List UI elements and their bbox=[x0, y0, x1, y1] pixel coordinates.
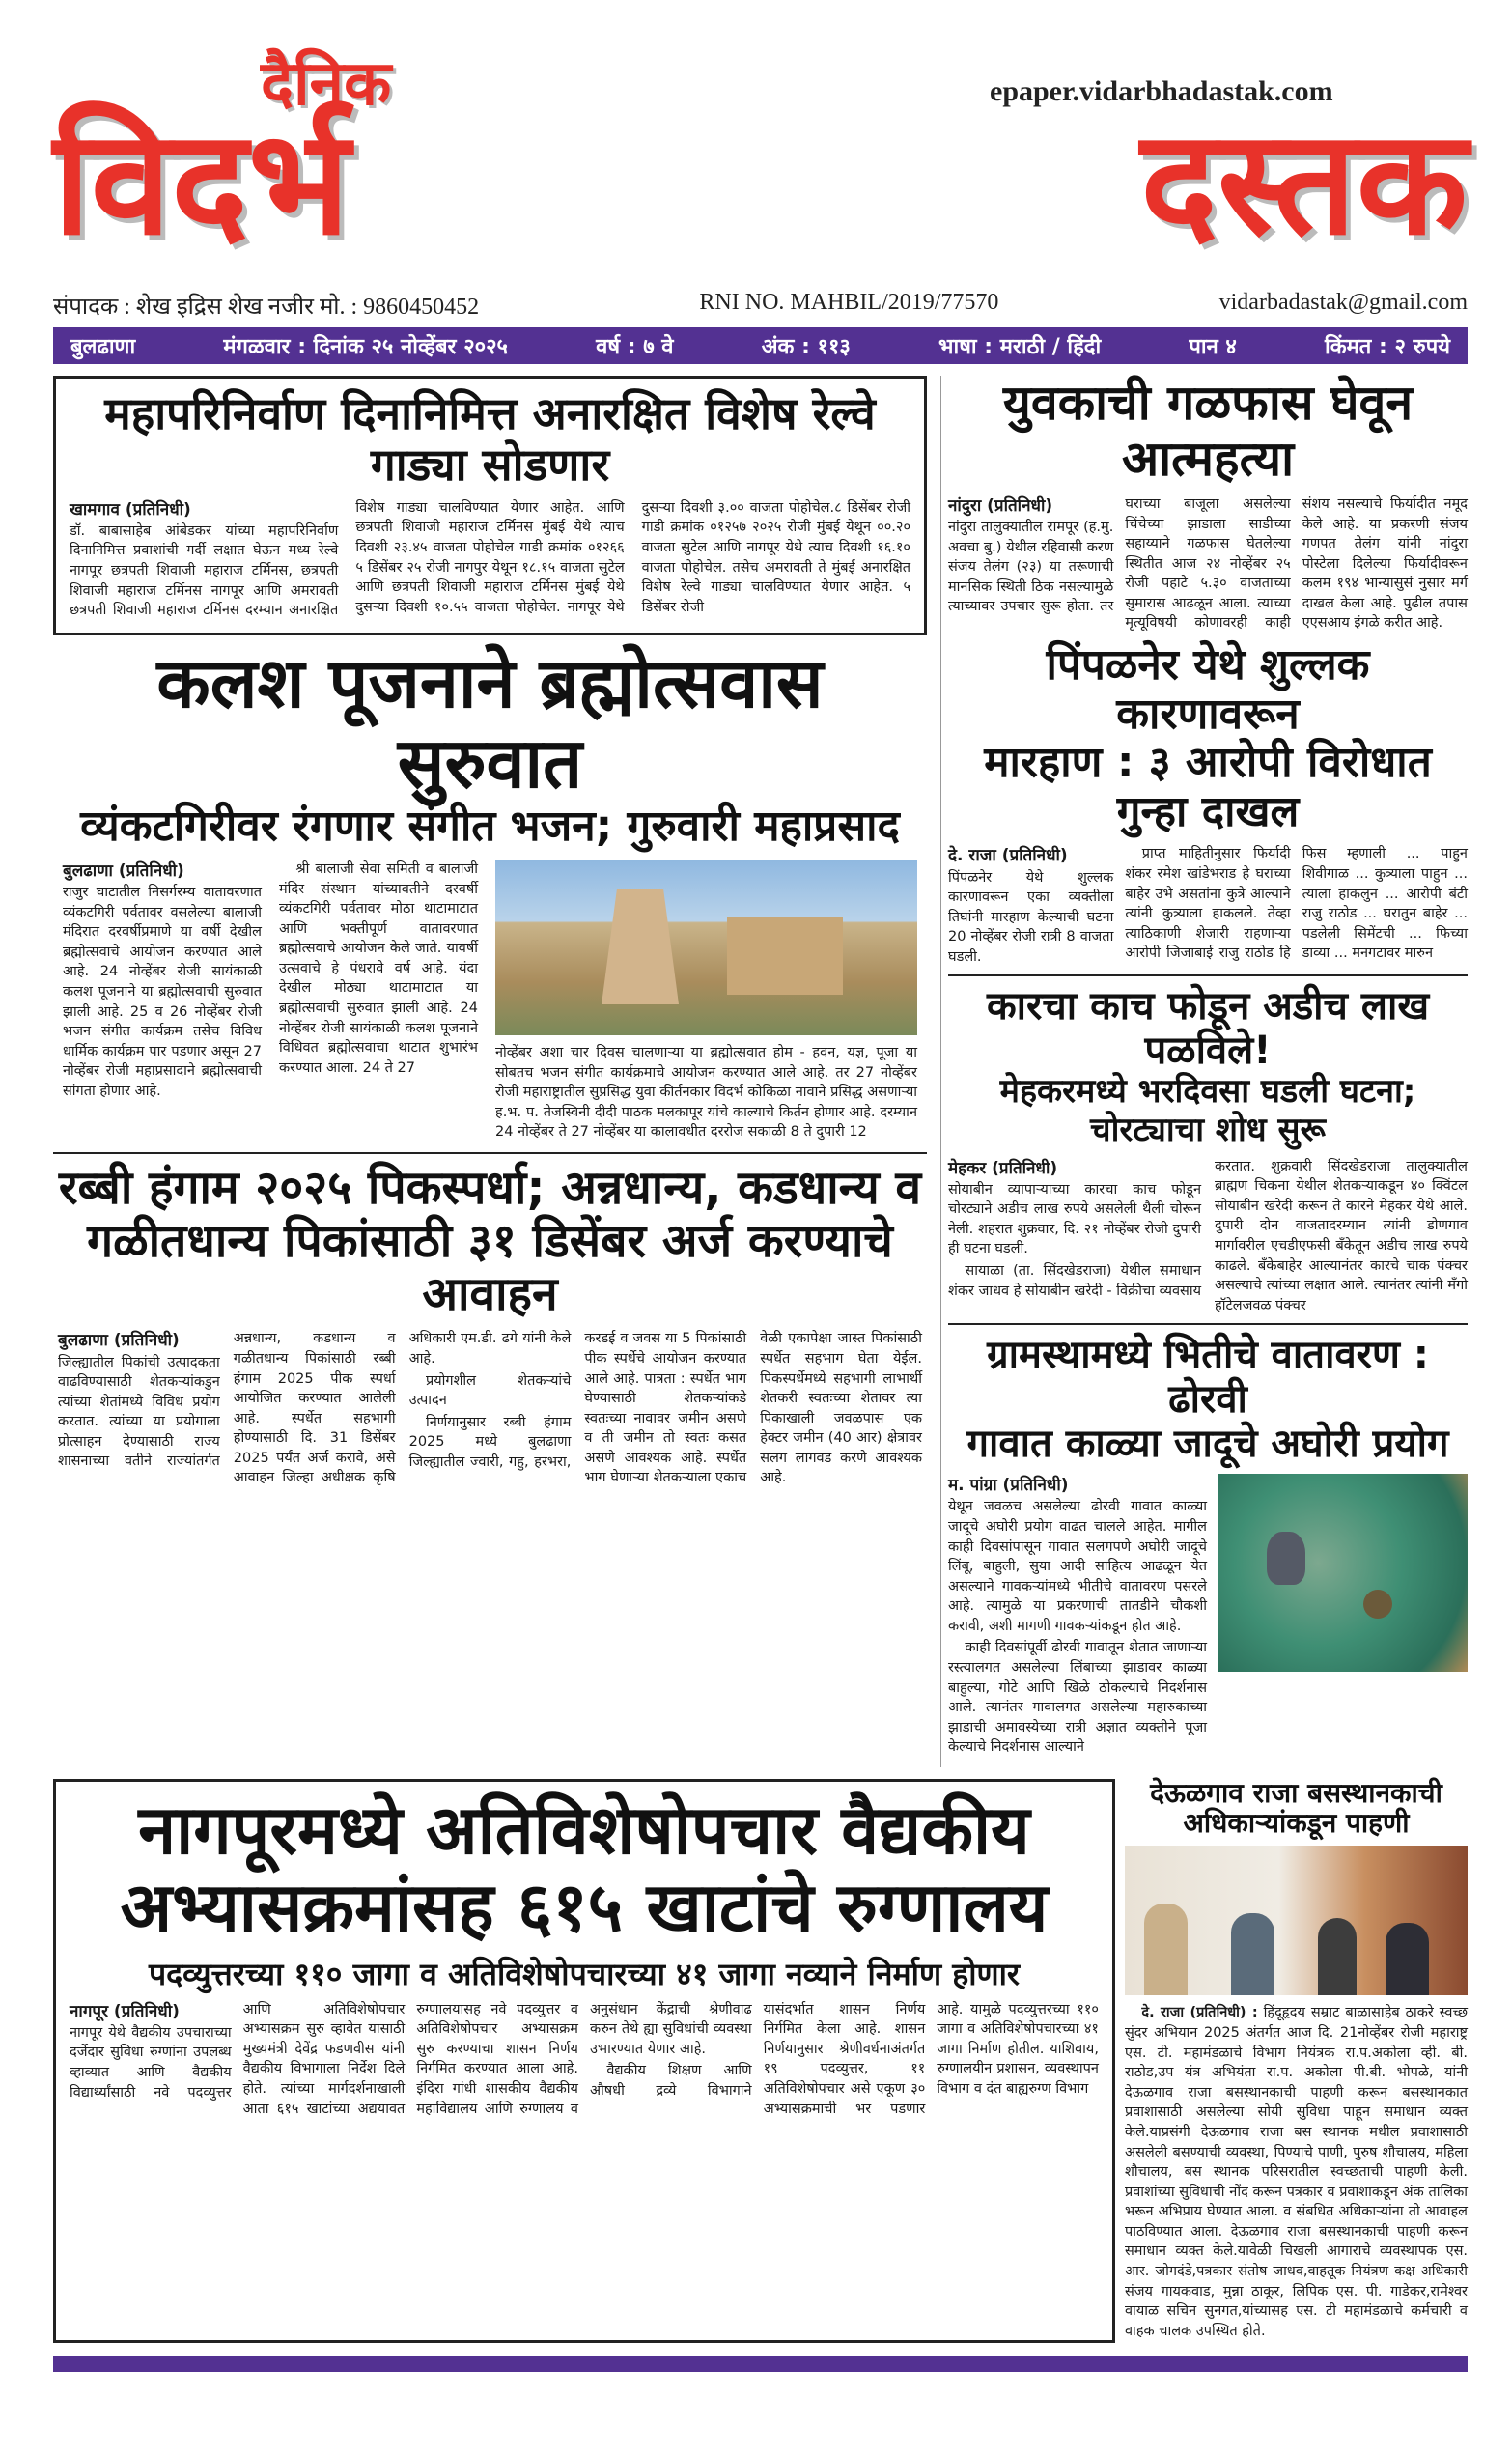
article-rabbi bbox=[53, 1162, 927, 1488]
subheadline: मेहकरमध्ये भरदिवसा घडली घटना; चोरट्याचा शोध सुरू bbox=[999, 1072, 1416, 1149]
dateline: मेहकर (प्रतिनिधी) bbox=[948, 1158, 1058, 1178]
price: किंमत : २ रुपये bbox=[1325, 335, 1450, 359]
masthead bbox=[53, 0, 1468, 290]
article-busstand bbox=[1125, 1776, 1468, 2343]
website-url[interactable]: epaper.vidarbhadastak.com bbox=[990, 75, 1333, 107]
headline-line1: रब्बी हंगाम २०२५ पिकस्पर्धा; अन्नधान्य, कडधान्य व bbox=[58, 1160, 922, 1215]
dateline: म. पांग्रा (प्रतिनिधी) bbox=[948, 1476, 1069, 1496]
dateline: नांदुरा (प्रतिनिधी) bbox=[948, 496, 1053, 516]
article-hospital bbox=[53, 1779, 1115, 2343]
headline-line2: गळीतधान्य पिकांसाठी ३१ डिसेंबर अर्ज करण्याचे आवाहन bbox=[87, 1214, 893, 1322]
article-brahmotsav bbox=[53, 643, 927, 1144]
dateline: खामगाव (प्रतिनिधी) bbox=[70, 499, 191, 520]
page-number: पान ४ bbox=[1189, 335, 1237, 359]
article-blackmagic-body: म. पांग्रा (प्रतिनिधी) येथून जवळच असलेल्या ढोरवी गावात काळ्या जादूचे अघोरी प्रयोग वाढत चालले आहेत. मागील काही दिवसांपासून गावात सलगपणे अघोरी जादूचे लिंबू, बाहुली, सुया आदी साहित्य आढळून येत असल्याने गावकऱ्यांमध्ये भीतीचे वातावरण पसरले आहे. त्यामुळे या प्रकरणाची तातडीने चौकशी करावी, अशी मागणी गावकऱ्यांकडून होत आहे. काही दिवसांपूर्वी ढोरवी गावातून शेतात जाणाऱ्या रस्त्यालगत असलेल्या लिंबाच्या झाडावर काळ्या बाहुल्या, गोटे आणि खिळे ठोकल्याचे निदर्शनास आले. त्यानंतर गावालगत असलेल्या महारुकाच्या झाडाची अमावस्येच्या रात्री अज्ञात व्यक्तीने पूजा केल्याचे निदर्शनास आल्याने bbox=[948, 1476, 1207, 1756]
issue: अंक : ११३ bbox=[761, 335, 851, 359]
email[interactable]: vidarbadastak@gmail.com bbox=[1218, 290, 1468, 315]
article-body: डॉ. बाबासाहेब आंबेडकर यांच्या महापरिनिर्वाण दिनानिमित्त प्रवाशांची गर्दी लक्षात घेऊन मध्य रेल्वे नागपूर छत्रपती शिवाजी महाराज टर्मिनस, छत्रपती शिवाजी महाराज टर्मिनस नागपूर आणि अमरावती छत्रपती शिवाजी महाराज टर्मिनस दरम्यान अनारक्षित विशेष गाड्या चालविण्यात येणार आहेत. आणि छत्रपती शिवाजी महाराज टर्मिनस मुंबई येथे त्याच दिवशी २३.४५ वाजता पोहोचेल गाडी क्रमांक ०१२६६ ५ डिसेंबर २५ रोजी नागपुर येथून १८.१५ वाजता सुटेल आणि छत्रपती शिवाजी महाराज टर्मिनस मुंबई येथे दुसऱ्या दिवशी १०.५५ वाजता पोहोचेल. नागपूर येथे दुसऱ्या दिवशी ३.०० वाजता पोहोचेल.८ डिसेंबर रोजी गाडी क्रमांक ०१२५७ २०२५ रोजी मुंबई येथून ००.२० वाजता सुटेल आणि नागपूर येथे त्याच दिवशी १६.१० वाजता पोहोचेल. तसेच अमरावती ते मुंबई अनारक्षित विशेष रेल्वे गाड्या चालविण्यात येणार आहेत. ५ डिसेंबर रोजी bbox=[70, 499, 910, 619]
year: वर्ष : ७ वे bbox=[596, 335, 674, 359]
article-body-col1: बुलढाणा (प्रतिनिधी) राजुर घाटातील निसर्गरम्य वातावरणात व्यंकटगिरी पर्वतावर वसलेल्या बालाजी मंदिरात दरवर्षीप्रमाणे या वर्षी देखील ब्रह्मोत्सवाचे आयोजन करण्यात आले आहे. 24 नोव्हेंबर रोजी सायंकाळी कलश पूजनाने या ब्रह्मोत्सवाची सुरुवात झाली आहे. 25 व 26 नोव्हेंबर रोजी भजन संगीत कार्यक्रम तसेच विविध धार्मिक कार्यक्रम पार पडणार असून 27 नोव्हेंबर रोजी महाप्रसादाने ब्रह्मोत्सवाची सांगता होणार आहे. श्री बालाजी सेवा समिती व बालाजी मंदिर संस्थान यांच्यावतीने दरवर्षी व्यंकटगिरी पर्वतावर मोठा थाटामाटात आणि भक्तीपूर्ण वातावरणात ब्रह्मोत्सवाचे आयोजन केले जाते. यावर्षी उत्सवाचे हे पंधरावे वर्ष आहे. यंदा देखील मोठ्या थाटामाटात या ब्रह्मोत्सवाची सुरुवात झाली आहे. 24 नोव्हेंबर रोजी सायंकाळी कलश पूजनाने विधिवत ब्रह्मोत्सवाचा थाटात शुभारंभ करण्यात आला. 24 ते 27 bbox=[63, 860, 478, 1099]
city: बुलढाणा bbox=[70, 335, 136, 359]
headline-line2: गावात काळ्या जादूचे अघोरी प्रयोग bbox=[966, 1422, 1449, 1467]
article-suicide bbox=[948, 376, 1468, 634]
headline: कलश पूजनाने ब्रह्मोत्सवास सुरुवात bbox=[156, 641, 824, 804]
article-theft bbox=[948, 984, 1468, 1315]
article-body: बुलढाणा (प्रतिनिधी) जिल्ह्यातील पिकांची उत्पादकता वाढविण्यासाठी शेतकऱ्यांकडुन त्यांच्या शेतांमध्ये विविध प्रयोग करतात. त्यांच्या या प्रयोगाला प्रोत्साहन देण्यासाठी राज्य शासनाच्या वतीने राज्यांतर्गत अन्नधान्य, कडधान्य व गळीतधान्य पिकांसाठी रब्बी हंगाम 2025 पीक स्पर्धा आयोजित करण्यात आलेली आहे. स्पर्धेत सहभागी होण्यासाठी दि. 31 डिसेंबर 2025 पर्यंत अर्ज करावे, असे आवाहन जिल्हा अधीक्षक कृषि अधिकारी एम.डी. ढगे यांनी केले आहे. प्रयोगशील शेतकऱ्यांचे उत्पादन निर्णयानुसार रब्बी हंगाम 2025 मध्ये बुलढाणा जिल्ह्यातील ज्वारी, गहु, हरभरा, करडई व जवस या 5 पिकांसाठी पीक स्पर्धेचे आयोजन करण्यात आले आहे. पात्रता : स्पर्धेत भाग घेण्यासाठी शेतकऱ्यांकडे स्वतःच्या नावावर जमीन असणे व ती जमीन तो स्वतः कसत असणे आवश्यक आहे. स्पर्धेत भाग घेणाऱ्या शेतकऱ्याला एकाच वेळी एकापेक्षा जास्त पिकांसाठी स्पर्धेत सहभाग घेता येईल. पिकस्पर्धेमध्ये सहभागी लाभार्थी शेतकरी स्वतःच्या शेतावर त्या पिकाखाली जवळपास एक हेक्टर जमीन (40 आर) क्षेत्रावर सलग लागवड करणे आवश्यक आहे. bbox=[58, 1331, 922, 1486]
temple-tower bbox=[602, 889, 679, 1004]
headline-line2: अभ्यासक्रमांसह ६१५ खाटांचे रुग्णालय bbox=[120, 1868, 1049, 1948]
rni-number: RNI NO. MAHBIL/2019/77570 bbox=[699, 290, 999, 315]
temple-photo bbox=[495, 860, 917, 1035]
article-suicide-body: नांदुरा (प्रतिनिधी) नांदुरा तालुक्यातील रामपूर (ह.मु. अवचा बु.) येथील रहिवासी करण संजय तेलंग (२३) या तरूणाची मानसिक स्थिती ठिक नसल्यामुळे त्याच्यावर उपचार सुरू होता. तर घराच्या बाजूला असलेल्या चिंचेच्या झाडाला साडीच्या सहाय्याने गळफास घेतलेल्या स्थितीत आज २४ नोव्हेंबर २५ रोजी पहाटे ५.३० वाजताच्या सुमारास आढळून आला. त्याच्या मृत्यूविषयी कोणावरही काही संशय नसल्याचे फिर्यादीत नमूद केले आहे. या प्रकरणी संजय गणपत तेलंग यांनी नांदुरा पोस्टेला दिलेल्या फिर्यादीवरून कलम १९४ भान्यासुसं नुसार मर्ग दाखल केला आहे. पुढील तपास एएसआय इंगळे करीत आहे. bbox=[948, 496, 1468, 632]
logo-title-part1: विदर्भ bbox=[53, 99, 350, 268]
info-bar bbox=[53, 327, 1468, 364]
article-blackmagic bbox=[948, 1333, 1468, 1760]
dateline: नागपूर (प्रतिनिधी) bbox=[70, 2001, 180, 2021]
right-column bbox=[940, 376, 1468, 1767]
headline-line1: नागपूरमध्ये अतिविशेषोपचार वैद्यकीय bbox=[138, 1790, 1030, 1870]
article-railway bbox=[53, 376, 927, 635]
article-busstand-body: दे. राजा (प्रतिनिधी) : हिंदूहृदय सम्राट बाळासाहेब ठाकरे स्वच्छ सुंदर अभियान 2025 अंतर्गत आज दि. 21नोव्हेंबर रोजी महाराष्ट्र एस. टी. महामंडळाचे विभाग नियंत्रक रा.प.अकोला व्ही. बी. राठोड,उप यंत्र अभियंता रा.प. अकोला पी.बी. भोपळे, यांनी देऊळगाव राजा बसस्थानकाची पाहणी करून बसस्थानकात प्रवाशासाठी असलेल्या सोयी सुविधा पाहून समाधान व्यक्त केले.याप्रसंगी देऊळगाव राजा बस स्थानक मधील प्रवाशासाठी असलेली बसण्याची व्यवस्था, पिण्याचे पाणी, पुरुष शौचालय, महिला शौचालय, बस स्थानक परिसरातील स्वच्छताची पाहणी केली. प्रवाशांच्या सुविधाची नोंद करून पत्रकार व प्रवाशाकडून अंक तालिका भरून अभिप्राय घेण्यात आला. व संबधित अधिकाऱ्यांना तो आवाहल पाठविण्यात आला. देऊळगाव राजा बसस्थानकाची पाहणी करून समाधान व्यक्त केले.यावेळी चिखली आगाराचे व्यवस्थापक एस. आर. जोगदंडे,पत्रकार संतोष जाधव,वाहतूक नियंत्रण कक्ष अधिकारी संजय गायकवाड, मुन्ना ठाकूर, लिपिक एस. पी. गाडेकर,रामेश्वर वायाळ सचिन सुनगत,यांच्यासह एस. टी महामंडळाचे कर्मचारी व वाहक चालक उपस्थित होते. bbox=[1125, 2005, 1468, 2339]
editor-info: संपादक : शेख इद्रिस शेख नजीर मो. : 9860450452 bbox=[53, 295, 480, 320]
busstand-photo bbox=[1125, 1846, 1468, 1995]
logo-title-part2: दस्तक bbox=[1140, 99, 1468, 268]
headline-busstand: देऊळगाव राजा बसस्थानकाची अधिकाऱ्यांकडून पाहणी bbox=[1150, 1776, 1442, 1839]
headline-suicide: युवकाची गळफास घेवून आत्महत्या bbox=[1002, 375, 1414, 487]
language: भाषा : मराठी / हिंदी bbox=[938, 335, 1102, 359]
dateline: बुलढाणा (प्रतिनिधी) bbox=[58, 1331, 180, 1351]
headline: महापरिनिर्वाण दिनानिमित्त अनारक्षित विशेष रेल्वे गाड्या सोडणार bbox=[104, 387, 876, 491]
dateline: दे. राजा (प्रतिनिधी) bbox=[948, 846, 1068, 866]
dateline: बुलढाणा (प्रतिनिधी) bbox=[63, 860, 184, 881]
subheadline: पदव्युत्तरच्या ११० जागा व अतिविशेषोपचारच्या ४१ जागा नव्याने निर्माण होणार bbox=[148, 1955, 1021, 1992]
logo-prefix: दैनिक bbox=[261, 48, 392, 120]
headline-line1: पिंपळनेर येथे शुल्लक कारणावरून bbox=[1046, 640, 1370, 739]
left-column bbox=[53, 376, 927, 1767]
footer-bar bbox=[53, 2356, 1468, 2372]
article-body-col2: नोव्हेंबर अशा चार दिवस चालणाऱ्या या ब्रह्मोत्सवात होम - हवन, यज्ञ, पूजा या सोबतच भजन संगीत कार्यक्रमाचे आयोजन करण्यात आले आहे. तर 27 नोव्हेंबर रोजी महाराष्ट्रातील सुप्रसिद्ध युवा कीर्तनकार विदर्भ कोकिळा नावाने प्रसिद्ध असणाऱ्या ह.भ. प. तेजस्विनी दीदी पाठक मलकापूर यांचे काल्याचे किर्तन होणार आहे. दरम्यान 24 नोव्हेंबर ते 27 नोव्हेंबर या कालावधीत दररोज सकाळी 8 ते दुपारी 12 bbox=[495, 1044, 917, 1141]
headline: कारचा काच फोडून अडीच लाख पळविले! bbox=[986, 984, 1430, 1074]
article-theft-body: मेहकर (प्रतिनिधी) सोयाबीन व्यापाऱ्याच्या कारचा काच फोडून चोरट्याने अडीच लाख रुपये असलेली थैली चोरून नेली. शहरात शुक्रवार, दि. २१ नोव्हेंबर रोजी दुपारी ही घटना घडली. सायाळा (ता. सिंदखेडराजा) येथील समाधान शंकर जाधव हे सोयाबीन खरेदी - विक्रीचा व्यवसाय करतात. शुक्रवारी सिंदखेडराजा तालुक्यातील ब्राह्मण चिकना येथील शेतकऱ्याकडून ४० क्विंटल सोयाबीन खरेदी करून ते कारने मेहकर येथे आले. दुपारी दोन वाजतादरम्यान त्यांनी डोणगाव मार्गावरील एचडीएफसी बँकेतून अडीच लाख रुपये काढले. बँकेबाहेर आल्यानंतर कारचे चाक पंक्चर असल्याचे त्यांच्या लक्षात आले. त्यानंतर त्यांनी मँगो हॉटेलजवळ पंक्चर bbox=[948, 1158, 1468, 1313]
article-pimpalner bbox=[948, 641, 1468, 967]
headline-line2: मारहाण : ३ आरोपी विरोधात गुन्हा दाखल bbox=[984, 738, 1432, 836]
blackmagic-photo bbox=[1218, 1474, 1468, 1672]
doll-shape bbox=[1267, 1532, 1305, 1585]
article-body: नागपूर (प्रतिनिधी) नागपूर येथे वैद्यकीय उपचाराच्या दर्जेदार सुविधा रुग्णांना उपलब्ध व्हाव्यात आणि वैद्यकीय विद्यार्थ्यांसाठी नवे पदव्युत्तर आणि अतिविशेषोपचार अभ्यासक्रम सुरु व्हावेत यासाठी मुख्यमंत्री देवेंद्र फडणवीस यांनी वैद्यकीय विभागाला निर्देश दिले होते. त्यांच्या मार्गदर्शनाखाली आता ६१५ खाटांच्या अद्ययावत रुग्णालयासह नवे पदव्युत्तर व अतिविशेषोपचार अभ्यासक्रम सुरु करण्याचा शासन निर्णय निर्गमित करण्यात आला आहे. इंदिरा गांधी शासकीय वैद्यकीय महाविद्यालय आणि रुग्णालय व अनुसंधान केंद्राची श्रेणीवाढ करुन तेथे ह्या सुविधांची व्यवस्था उभारण्यात येणार आहे. वैद्यकीय शिक्षण आणि औषधी द्रव्ये विभागाने यासंदर्भात शासन निर्णय निर्गमित केला आहे. शासन निर्णयानुसार श्रेणीवर्धनाअंतर्गत १९ पदव्युत्तर, ११ अतिविशेषोपचार असे एकूण ३० अभ्यासक्रमाची भर पडणार आहे. यामुळे पदव्युत्तरच्या ११० जागा व अतिविशेषोपचारच्या ४१ जागा निर्माण होतील. याशिवाय, रुग्णालयीन प्रशासन, व्यवस्थापन विभाग व दंत बाह्यरुग्ण विभाग bbox=[70, 2001, 1099, 2117]
subheadline: व्यंकटगिरीवर रंगणार संगीत भजन; गुरुवारी महाप्रसाद bbox=[80, 802, 900, 852]
info-line bbox=[53, 290, 1468, 322]
headline-line1: ग्रामस्थामध्ये भितीचे वातावरण : ढोरवी bbox=[987, 1333, 1429, 1423]
date: मंगळवार : दिनांक २५ नोव्हेंबर २०२५ bbox=[223, 335, 508, 359]
dateline: दे. राजा (प्रतिनिधी) : bbox=[1141, 2005, 1258, 2021]
article-pimpalner-body: दे. राजा (प्रतिनिधी) पिंपळनेर येथे शुल्लक कारणावरून एका व्यक्तीला तिघांनी मारहाण केल्याची घटना 20 नोव्हेंबर रोजी रात्री 8 वाजता घडली. प्राप्त माहितीनुसार फिर्यादी शंकर रमेश खांडेभराड हे घराच्या बाहेर उभे असतांना कुत्रे आल्याने त्यांनी कुत्र्याला हाकलले. तेव्हा त्याठिकाणी शेजारी राहणाऱ्या आरोपी जिजाबाई राजु राठोड हि फिस म्हणाली ... पाहुन शिवीगाळ ... कुत्र्याला पाहुन ... त्याला हाकलुन ... आरोपी बंटी राजु राठोड ... घरातुन बाहेर ... पडलेली सिमेंटची ... फिच्या डाव्या ... मनगटावर मारुन bbox=[948, 846, 1468, 965]
